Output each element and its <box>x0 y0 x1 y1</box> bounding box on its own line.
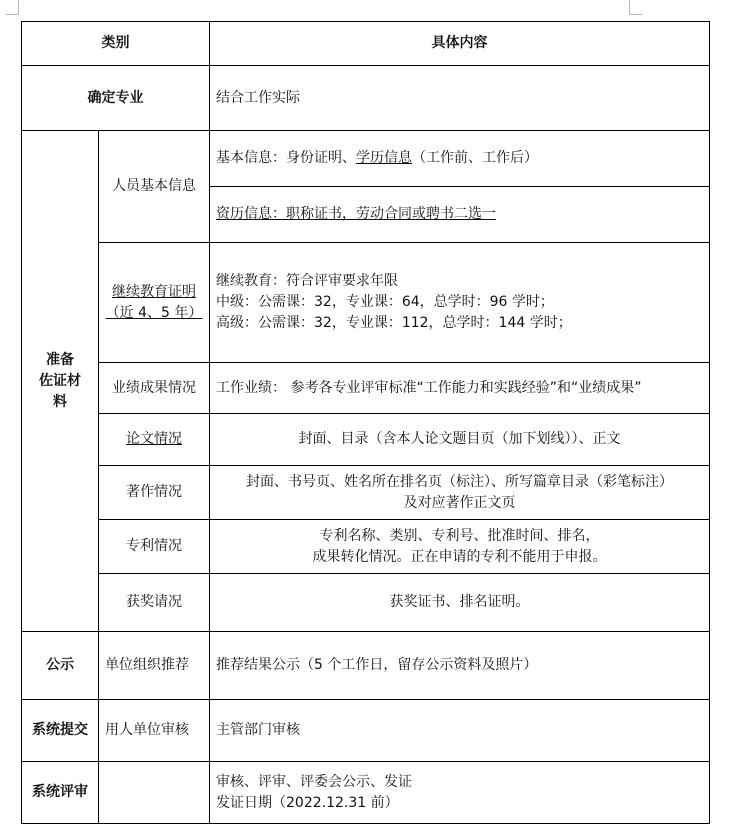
page-corner-marks <box>0 0 730 18</box>
row-basic-info-1 <box>22 131 710 187</box>
system-submit-sub: 用人单位审核 <box>99 700 210 762</box>
performance-label: 业绩成果情况 <box>99 363 210 414</box>
row-continuing-edu <box>22 243 710 363</box>
patent-label: 专利情况 <box>99 520 210 574</box>
row-major <box>22 66 710 131</box>
continuing-edu-label: 继续教育证明 （近 4、5 年） <box>99 243 210 363</box>
thesis-content: 封面、目录（含本人论文题目页（加下划线））、正文 <box>210 414 710 466</box>
row-works <box>22 466 710 520</box>
table-header-row <box>22 22 710 66</box>
publicity-sub: 单位组织推荐 <box>99 632 210 700</box>
materials-category: 准备 佐证材 料 <box>22 131 99 632</box>
row-patent <box>22 520 710 574</box>
system-review-content: 审核、评审、评委会公示、发证 发证日期（2022.12.31 前） <box>210 762 710 824</box>
system-review-sub <box>99 762 210 824</box>
row-system-review <box>22 762 710 824</box>
header-category: 类别 <box>22 22 210 66</box>
header-content: 具体内容 <box>210 22 710 66</box>
row-performance <box>22 363 710 414</box>
major-category: 确定专业 <box>22 66 210 131</box>
works-label: 著作情况 <box>99 466 210 520</box>
system-submit-category: 系统提交 <box>22 700 99 762</box>
requirements-table <box>21 21 710 824</box>
basic-info-line1: 基本信息：身份证明、学历信息（工作前、工作后） <box>210 131 710 187</box>
system-review-category: 系统评审 <box>22 762 99 824</box>
row-awards <box>22 574 710 632</box>
row-publicity <box>22 632 710 700</box>
basic-info-label: 人员基本信息 <box>99 131 210 243</box>
awards-label: 获奖请况 <box>99 574 210 632</box>
awards-content: 获奖证书、排名证明。 <box>210 574 710 632</box>
patent-content: 专利名称、类别、专利号、批准时间、排名， 成果转化情况。正在申请的专利不能用于申报。 <box>210 520 710 574</box>
works-content: 封面、书号页、姓名所在排名页（标注）、所写篇章目录（彩笔标注） 及对应著作正文页 <box>210 466 710 520</box>
system-submit-content: 主管部门审核 <box>210 700 710 762</box>
row-system-submit <box>22 700 710 762</box>
publicity-content: 推荐结果公示（5 个工作日，留存公示资料及照片） <box>210 632 710 700</box>
education-info-link: 学历信息 <box>356 150 412 166</box>
basic-info-line2: 资历信息：职称证书，劳动合同或聘书二选一 <box>210 187 710 243</box>
major-content: 结合工作实际 <box>210 66 710 131</box>
publicity-category: 公示 <box>22 632 99 700</box>
thesis-label: 论文情况 <box>99 414 210 466</box>
performance-content: 工作业绩： 参考各专业评审标准“工作能力和实践经验”和“业绩成果” <box>210 363 710 414</box>
continuing-edu-content: 继续教育：符合评审要求年限 中级：公需课：32，专业课：64，总学时：96 学时； 高级：公需课：32，专业课：112，总学时：144 学时； <box>210 243 710 363</box>
row-thesis <box>22 414 710 466</box>
